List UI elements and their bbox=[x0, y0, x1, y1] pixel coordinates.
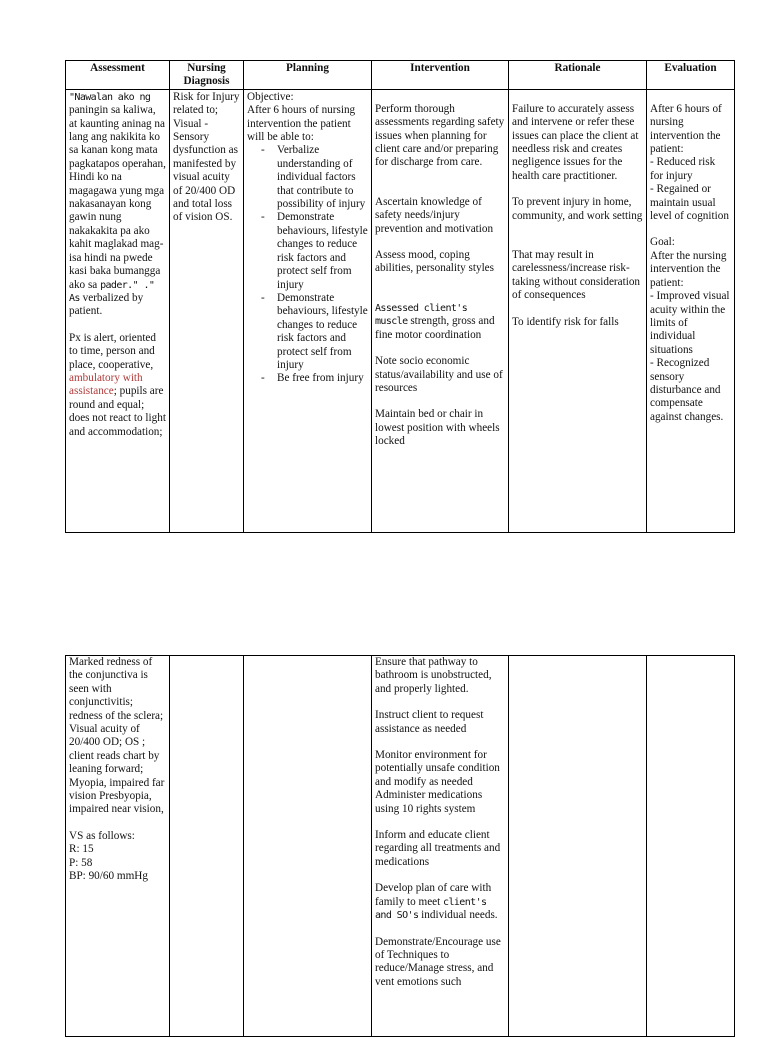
assessment-cell bbox=[66, 656, 170, 1037]
assessment-findings: Marked redness of the conjunctiva is seen with conjunctivitis; redness of the sclera; Visual acuity of 20/400 OD; OS ; client reads chart by leaning forward; Myopia, impaired far vision Presbyopia, impaired near vision, bbox=[69, 656, 165, 816]
patient-quote bbox=[69, 91, 166, 319]
objective-item: - Verbalize understanding of individual factors that contribute to possibility of injury bbox=[247, 144, 368, 211]
intervention-item: Instruct client to request assistance as needed bbox=[375, 709, 484, 735]
rationale-cell bbox=[509, 89, 647, 532]
evaluation-cell bbox=[647, 656, 735, 1037]
planning-cell bbox=[244, 656, 372, 1037]
rationale-cell bbox=[509, 656, 647, 1037]
intervention-item bbox=[375, 302, 505, 342]
care-plan-table-page-2 bbox=[65, 655, 735, 1037]
table-row bbox=[66, 89, 735, 532]
intervention-item: Monitor environment for potentially unsafe condition and modify as needed bbox=[375, 749, 500, 788]
vital-sign-r: R: 15 bbox=[69, 843, 94, 856]
care-plan-table-page-1 bbox=[65, 60, 735, 533]
evaluation-item: - Reduced risk for injury bbox=[650, 156, 716, 182]
ambulatory-note: ambulatory with assistance bbox=[69, 371, 143, 398]
header-planning: Planning bbox=[244, 61, 372, 90]
quote-closing: pader." ." As bbox=[69, 279, 155, 304]
rationale-item: Failure to accurately assess and intervene or refer these issues can place the client at needless risk and creates negligence issues for the health care practitioner. bbox=[512, 102, 639, 182]
planning-cell bbox=[244, 89, 372, 532]
rationale-item: That may result in carelessness/increase risk-taking without consideration of consequences bbox=[512, 249, 641, 302]
header-rationale: Rationale bbox=[509, 61, 647, 90]
table-row bbox=[66, 656, 735, 1037]
intervention-item-rest: strength, gross and fine motor coordination bbox=[375, 315, 495, 341]
goal-item: - Improved visual acuity within the limits of individual situations bbox=[650, 290, 730, 356]
intervention-item: Inform and educate client regarding all treatments and medications bbox=[375, 829, 501, 868]
objective-label: Objective: bbox=[247, 90, 294, 103]
intervention-item-mono: client's and SO's bbox=[375, 896, 487, 922]
header-assessment: Assessment bbox=[66, 61, 170, 90]
objective-item: - Demonstrate behaviours, lifestyle changes to reduce risk factors and protect self from injury bbox=[247, 292, 368, 372]
evaluation-cell bbox=[647, 89, 735, 532]
intervention-item-b: individual needs. bbox=[421, 909, 498, 922]
vital-sign-bp: BP: 90/60 mmHg bbox=[69, 870, 148, 883]
rationale-item: To prevent injury in home, community, and work setting bbox=[512, 196, 643, 222]
objective-findings-a: Px is alert, oriented to time, person and place, cooperative, bbox=[69, 331, 156, 371]
quote-opening: "Nawalan ako ng bbox=[69, 91, 151, 103]
assessment-cell bbox=[66, 89, 170, 532]
vital-signs-label: VS as follows: bbox=[69, 829, 135, 842]
evaluation-item: - Regained or maintain usual level of cognition bbox=[650, 183, 729, 223]
quote-body: paningin sa kaliwa, at kaunting aninag na lang ang nakikita ko sa kanan kong mata pagkatapos operahan, Hindi ko na magagawa yung mga nakasanayan kong gawin nung nakakakita pa ako kahit maglakad mag-isa hindi na pwede kasi baka bumangga ako sa bbox=[69, 104, 166, 291]
intervention-item: Ensure that pathway to bathroom is unobstructed, and properly lighted. bbox=[375, 656, 492, 695]
intervention-cell bbox=[372, 656, 509, 1037]
intervention-item: Demonstrate/Encourage use of Techniques to reduce/Manage stress, and vent emotions such bbox=[375, 935, 501, 988]
intervention-cell bbox=[372, 89, 509, 532]
intervention-item: Perform thorough assessments regarding safety issues when planning for client care and/or preparing for discharge from care. bbox=[375, 102, 505, 169]
intervention-item-mono: Assessed client's muscle bbox=[375, 302, 468, 328]
goal-label: Goal: bbox=[650, 236, 675, 249]
objective-findings-b: ; pupils are round and equal; does not react to light and accommodation; bbox=[69, 385, 166, 438]
intervention-item: Maintain bed or chair in lowest position with wheels locked bbox=[375, 408, 500, 448]
table-header-row bbox=[66, 61, 735, 90]
intervention-item: Administer medications using 10 rights system bbox=[375, 789, 483, 815]
intervention-item-a: Develop plan of care with family to meet bbox=[375, 882, 492, 908]
header-nursing-diagnosis: Nursing Diagnosis bbox=[170, 61, 244, 90]
intervention-item: Note socio economic status/availability and use of resources bbox=[375, 355, 503, 394]
intervention-item bbox=[375, 882, 505, 922]
objective-findings bbox=[69, 332, 166, 439]
evaluation-intro: After 6 hours of nursing intervention the patient: bbox=[650, 102, 722, 156]
nursing-diagnosis-cell bbox=[170, 656, 244, 1037]
objective-item: - Demonstrate behaviours, lifestyle changes to reduce risk factors and protect self from injury bbox=[247, 211, 368, 291]
objective-intro: After 6 hours of nursing intervention the patient will be able to: bbox=[247, 104, 356, 144]
header-intervention: Intervention bbox=[372, 61, 509, 90]
objective-list bbox=[247, 144, 368, 385]
goal-item: - Recognized sensory disturbance and compensate against changes. bbox=[650, 357, 724, 423]
objective-item: - Be free from injury bbox=[247, 372, 368, 385]
intervention-item: Ascertain knowledge of safety needs/injury prevention and motivation bbox=[375, 195, 494, 235]
goal-intro: After the nursing intervention the patient: bbox=[650, 249, 727, 289]
vital-sign-p: P: 58 bbox=[69, 856, 93, 869]
intervention-item: Assess mood, coping abilities, personality styles bbox=[375, 249, 495, 275]
nursing-diagnosis-cell: Risk for Injury related to; Visual - Sensory dysfunction as manifested by visual acuity of 20/400 OD and total loss of vision OS. bbox=[170, 89, 244, 532]
verbalized-note: verbalized by patient. bbox=[69, 291, 144, 318]
header-evaluation: Evaluation bbox=[647, 61, 735, 90]
rationale-item: To identify risk for falls bbox=[512, 315, 619, 328]
